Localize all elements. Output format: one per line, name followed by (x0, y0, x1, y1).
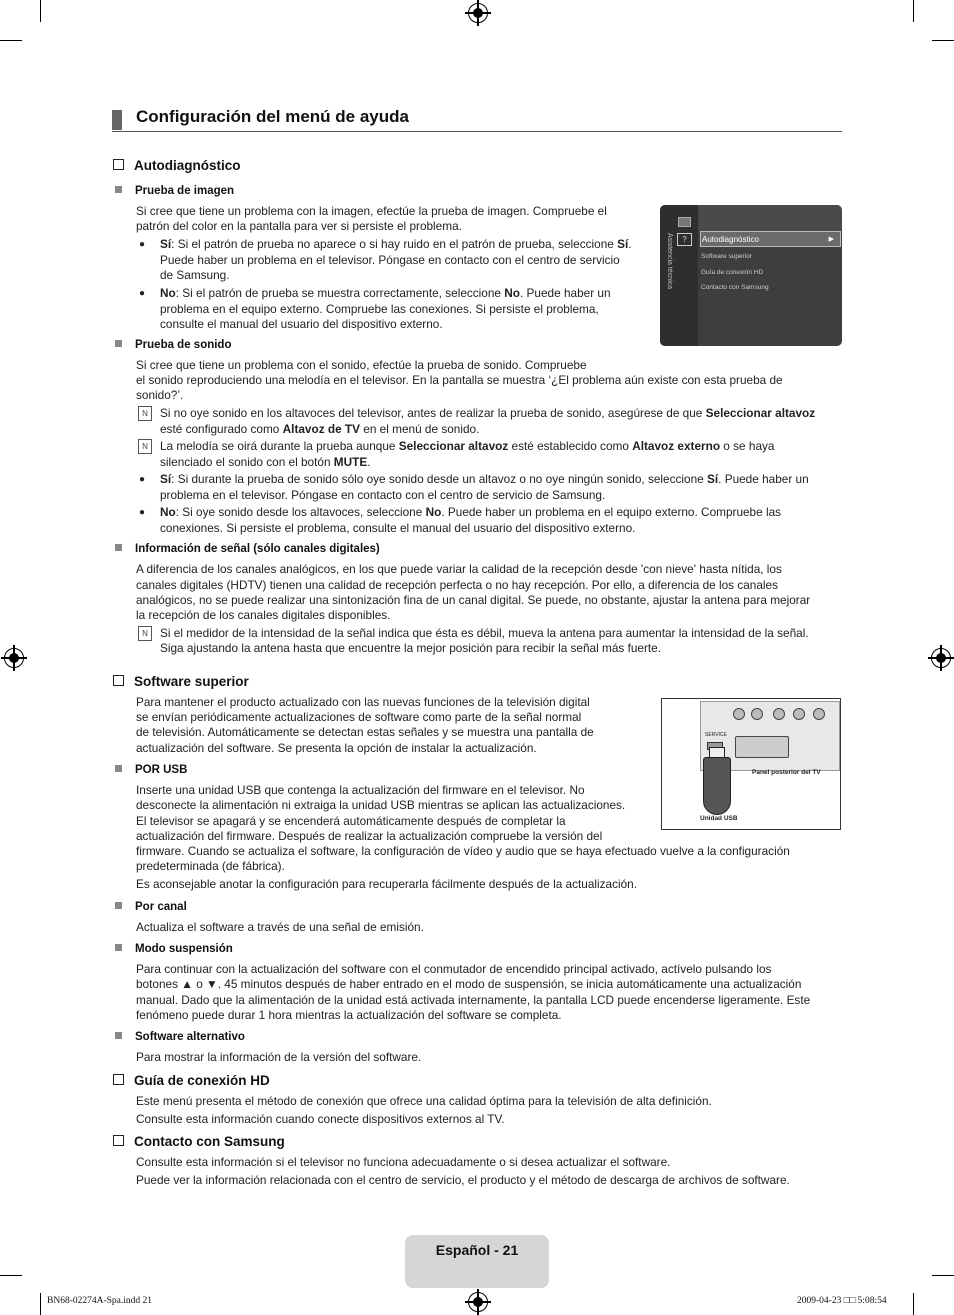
paragraph: Consulte esta información si el televisor no funciona adecuadamente o si desea actualizar el software. (136, 1155, 671, 1169)
list-item-line: Sí: Si el patrón de prueba no aparece o si hay ruido en el patrón de prueba, seleccione Sí. (160, 237, 632, 251)
paragraph: Si cree que tiene un problema con la imagen, efectúe la prueba de imagen. Compruebe el (136, 204, 607, 218)
subheading-software-alternativo: Software alternativo (115, 1031, 245, 1043)
av-connector-icon (813, 708, 825, 720)
av-connector-icon (773, 708, 785, 720)
scart-port-icon (735, 736, 789, 758)
usb-caption: Unidad USB (700, 815, 738, 822)
square-bullet-icon (115, 944, 122, 951)
paragraph: fenómeno puede durar 1 hora mientras la actualización del software se completa. (136, 1008, 562, 1022)
menu-side-label: Asistencia técnica (666, 233, 673, 290)
note-icon: N (138, 406, 152, 421)
paragraph: Inserte una unidad USB que contenga la actualización del firmware en el televisor. No (136, 783, 585, 797)
square-bullet-icon (115, 340, 122, 347)
subheading-por-canal: Por canal (115, 901, 187, 913)
paragraph: firmware. Cuando se actualiza el software, la configuración de vídeo y audio que se haya efectuado vuelve a la configuración (136, 844, 790, 858)
usb-drive-icon (703, 757, 731, 815)
page-title: Configuración del menú de ayuda (136, 107, 409, 126)
list-item-line: esté configurado como Altavoz de TV en el menú de sonido. (160, 421, 480, 436)
checkbox-icon (113, 1074, 124, 1085)
paragraph: actualización del firmware. Después de realizar la actualización compruebe la versión del (136, 829, 603, 843)
paragraph: Este menú presenta el método de conexión que ofrece una calidad óptima para la televisión de alta definición. (136, 1094, 712, 1108)
paragraph: sonido?’. (136, 388, 184, 402)
list-item-line: No: Si el patrón de prueba se muestra correctamente, seleccione No. Puede haber un (160, 286, 611, 300)
list-item-line: Si no oye sonido en los altavoces del televisor, antes de realizar la prueba de sonido, asegúrese de que Seleccionar altavoz (160, 406, 816, 420)
panel-caption: Panel posterior del TV (752, 769, 821, 776)
subheading-prueba-sonido: Prueba de sonido (115, 339, 232, 351)
section-heading-software-superior: Software superior (113, 674, 249, 689)
note-text: Si el medidor de la intensidad de la señal indica que ésta es débil, mueva la antena para aumentar la intensidad de la señal. (160, 626, 809, 640)
av-connector-icon (751, 708, 763, 720)
bullet-icon: ● (139, 239, 146, 250)
registration-mark-icon (4, 648, 24, 668)
paragraph: Actualiza el software a través de una señal de emisión. (136, 920, 424, 934)
registration-mark-icon (468, 3, 488, 23)
paragraph: Puede ver la información relacionada con el centro de servicio, el producto y el método de descarga de archivos de software. (136, 1173, 790, 1187)
paragraph: actualización del software. Se presenta la opción de instalar la actualización. (136, 741, 537, 755)
help-menu-screenshot (660, 205, 842, 346)
paragraph: patrón del color en la pantalla para ver si persiste el problema. (136, 219, 462, 233)
paragraph: se envían periódicamente actualizaciones de software como parte de la señal normal (136, 710, 582, 724)
square-bullet-icon (115, 1032, 122, 1039)
menu-item[interactable]: Software superior (701, 253, 752, 260)
paragraph: El televisor se apagará y se encenderá automáticamente después de completar la (136, 814, 566, 828)
menu-item[interactable]: Contacto con Samsung (701, 284, 769, 291)
note-icon: N (138, 439, 152, 454)
print-file-info: BN68-02274A-Spa.indd 21 (47, 1296, 153, 1306)
square-bullet-icon (115, 765, 122, 772)
title-bar-marker (112, 110, 122, 130)
paragraph: la recepción de los canales digitales disponibles. (136, 608, 391, 622)
picture-icon (678, 217, 691, 227)
registration-mark-icon (468, 1292, 488, 1312)
menu-item-autodiagnostico[interactable]: Autodiagnóstico ▶ (700, 231, 841, 247)
title-rule (112, 131, 842, 132)
paragraph: el sonido reproduciendo una melodía en el televisor. En la pantalla se muestra ‘¿El problema aún existe con esta prueba de (136, 373, 783, 387)
note-text: Siga ajustando la antena hasta que encuentre la mejor posición para recibir la señal más fuerte. (160, 641, 662, 655)
menu-item[interactable]: Guía de conexión HD (701, 269, 764, 276)
registration-mark-icon (931, 648, 951, 668)
av-connector-icon (793, 708, 805, 720)
square-bullet-icon (115, 544, 122, 551)
paragraph: Si cree que tiene un problema con el sonido, efectúe la prueba de sonido. Compruebe (136, 358, 587, 372)
paragraph: desconecte la alimentación ni extraiga la unidad USB mientras se aplican las actualizaciones. (136, 798, 626, 812)
paragraph: canales digitales (HDTV) tienen una calidad de recepción perfecta o no hay recepción. Por ello, a diferencia de los canales (136, 578, 778, 592)
print-date-info: 2009-04-23 □□ 5:08:54 (797, 1296, 887, 1306)
bullet-icon: ● (139, 288, 146, 299)
page-number: Español - 21 (435, 1242, 519, 1258)
tv-rear-panel-diagram (661, 698, 841, 830)
arrow-right-icon: ▶ (828, 236, 834, 243)
paragraph: manual. Dado que la alimentación de la unidad está activada internamente, la pantalla LCD puede encenderse ligeramente. Este (136, 993, 811, 1007)
list-item-line: de Samsung. (160, 268, 230, 282)
paragraph: botones ▲ o ▼. 45 minutos después de haber entrado en el modo de suspensión, se inicia automáticamente una actualización (136, 977, 802, 991)
paragraph: A diferencia de los canales analógicos, en los que puede variar la calidad de la recepción desde 'con nieve' hasta nítida, los (136, 562, 782, 576)
list-item-line: Puede haber un problema en el televisor. Póngase en contacto con el centro de servicio (160, 252, 620, 267)
checkbox-icon (113, 159, 124, 170)
av-connector-icon (733, 708, 745, 720)
list-item-line: consulte el manual del usuario del dispositivo externo. (160, 317, 443, 331)
section-heading-guia-conexion: Guía de conexión HD (113, 1073, 270, 1088)
subheading-informacion-senal: Información de señal (sólo canales digitales) (115, 543, 380, 555)
list-item-line: problema en el televisor. Póngase en contacto con el centro de servicio de Samsung. (160, 487, 606, 502)
paragraph: predeterminada (de fábrica). (136, 859, 285, 873)
section-heading-contacto-samsung: Contacto con Samsung (113, 1134, 285, 1149)
paragraph: Para mostrar la información de la versión del software. (136, 1050, 422, 1064)
paragraph: Es aconsejable anotar la configuración para recuperarla fácilmente después de la actualización. (136, 877, 638, 891)
list-item-line: No: Si oye sonido desde los altavoces, seleccione No. Puede haber un problema en el equipo externo. Compruebe las (160, 505, 782, 519)
checkbox-icon (113, 1135, 124, 1146)
list-item-line: Sí: Si durante la prueba de sonido sólo oye sonido desde un altavoz o no oye ningún sonido, seleccione Sí. Puede haber un (160, 472, 809, 486)
section-heading-autodiagnostico: Autodiagnóstico (113, 158, 241, 173)
paragraph: de televisión. Automáticamente se detectan estas señales y se muestra una pantalla de (136, 725, 594, 739)
bullet-icon: ● (139, 507, 146, 518)
tv-back: SERVICE (700, 701, 840, 771)
paragraph: Para mantener el producto actualizado con las nuevas funciones de la televisión digital (136, 695, 590, 709)
paragraph: analógicos, no se puede realizar una sintonización fina de un canal digital. Se puede, no obstante, ajustar la antena para mejorar (136, 593, 811, 607)
help-icon: ? (677, 233, 692, 246)
list-item-line: silenciado el sonido con el botón MUTE. (160, 454, 371, 469)
checkbox-icon (113, 675, 124, 686)
subheading-prueba-imagen: Prueba de imagen (115, 185, 234, 197)
subheading-por-usb: POR USB (115, 764, 187, 776)
bullet-icon: ● (139, 474, 146, 485)
list-item-line: conexiones. Si persiste el problema, consulte el manual del usuario del dispositivo externo. (160, 520, 636, 535)
list-item-line: problema en el equipo externo. Compruebe las conexiones. Si persiste el problema, (160, 301, 599, 316)
note-icon: N (138, 626, 152, 641)
subheading-modo-suspension: Modo suspensión (115, 943, 233, 955)
square-bullet-icon (115, 186, 122, 193)
paragraph: Consulte esta información cuando conecte dispositivos externos al TV. (136, 1112, 505, 1126)
square-bullet-icon (115, 902, 122, 909)
paragraph: Para continuar con la actualización del software con el conmutador de encendido principal activado, actívelo pulsando los (136, 962, 772, 976)
list-item-line: La melodía se oirá durante la prueba aunque Seleccionar altavoz esté establecido como Altavoz externo o se haya (160, 439, 775, 453)
